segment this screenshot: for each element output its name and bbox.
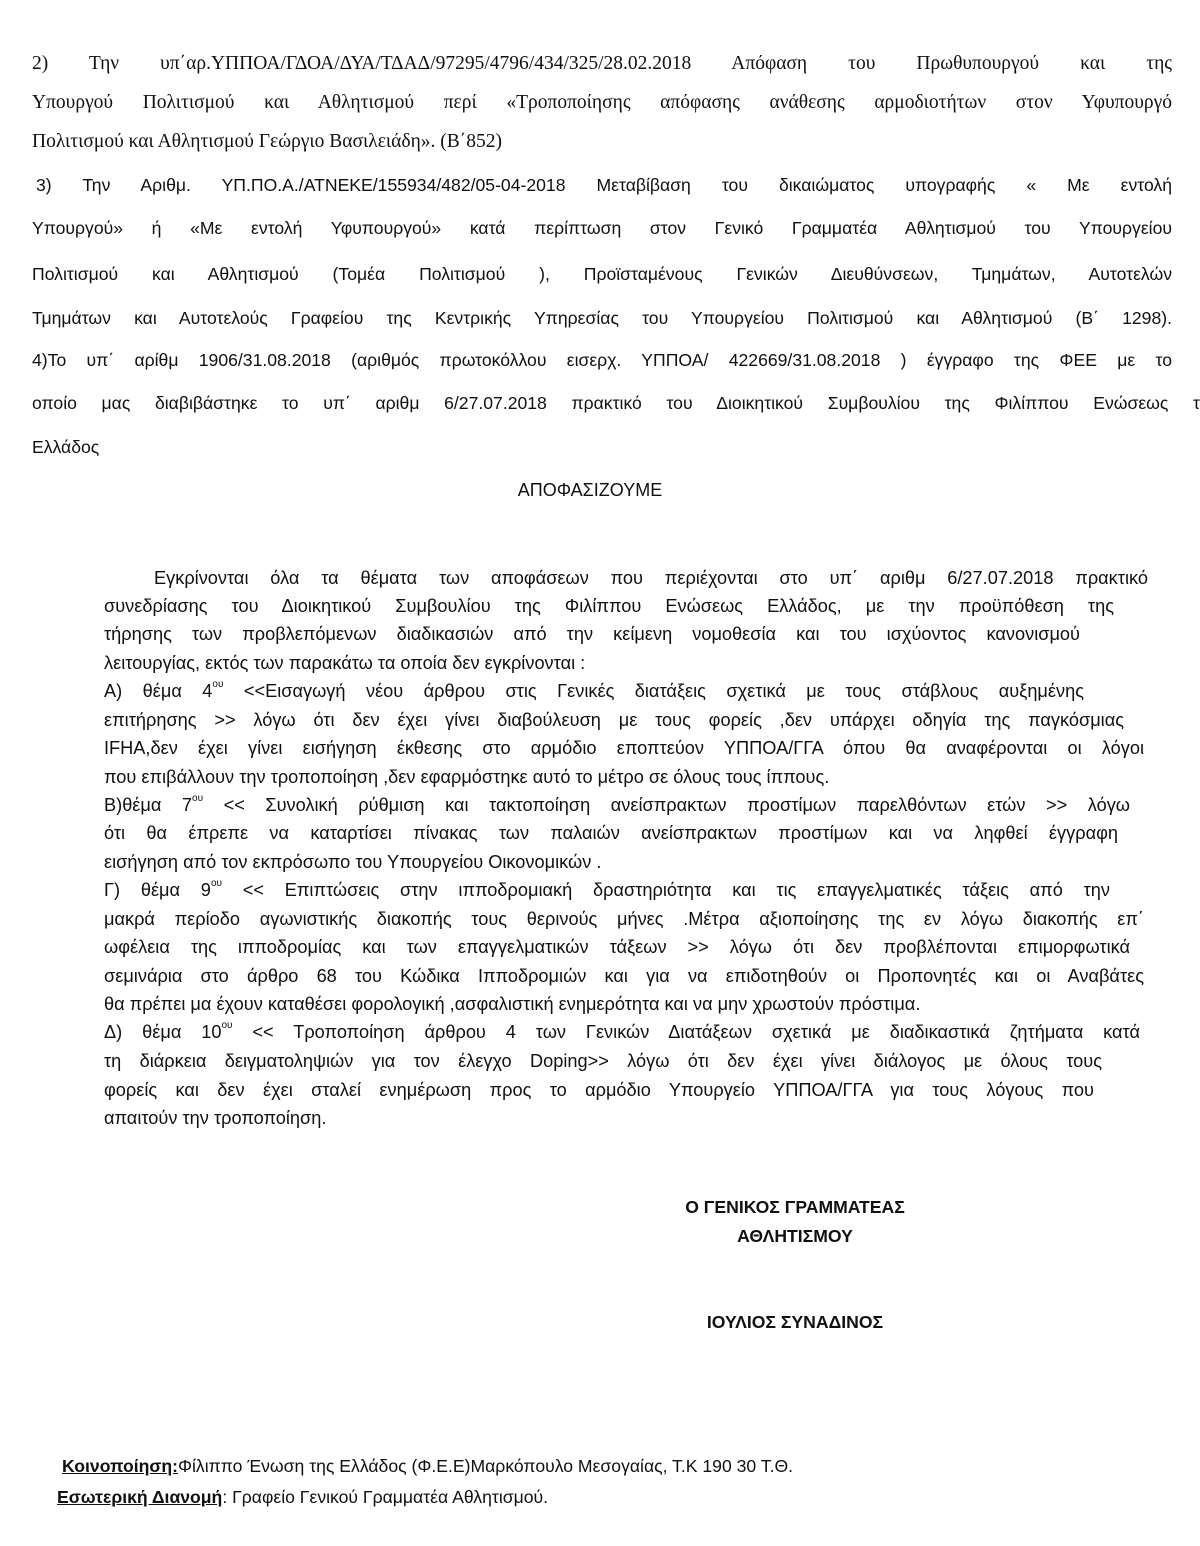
item-a-prefix: Α) θέμα 4 [104,681,213,701]
item-b-sup: ου [192,793,204,804]
internal-line [57,1487,548,1508]
item-b-line2: ότι θα έπρεπε να καταρτίσει πίνακας των παλαιών ανείσπρακτων προστίμων και να ληφθεί έγγραφη [104,823,1118,843]
item-b-line1 [104,795,1130,816]
item-a-rest: <<Εισαγωγή νέου άρθρου στις Γενικές διατάξεις σχετικά με τους στάβλους αυξημένης [223,681,1084,701]
item-c-prefix: Γ) θέμα 9 [104,880,211,900]
signature-title-line1: Ο ΓΕΝΙΚΟΣ ΓΡΑΜΜΑΤΕΑΣ [685,1197,905,1217]
item3-line3: Πολιτισμού και Αθλητισμού (Τομέα Πολιτισμού ), Προϊσταμένους Γενικών Διευθύνσεων, Τμημάτων, Αυτοτελών [32,264,1172,284]
item-c-line1 [104,880,1110,901]
decision-heading: ΑΠΟΦΑΣΙΖΟΥΜΕ [517,480,663,500]
item-d-sup: ου [221,1020,233,1031]
notify-label: Κοινοποίηση: [62,1456,178,1476]
item-a-line1 [104,681,1084,702]
item2-line1: 2) Την υπ΄αρ.ΥΠΠΟΑ/ΓΔΟΑ/ΔΥΑ/ΤΔΑΔ/97295/4796/434/325/28.02.2018 Απόφαση του Πρωθυπουργού και της [32,53,1172,74]
item-d-rest: << Τροποποίηση άρθρου 4 των Γενικών Διατάξεων σχετικά με διαδικαστικά ζητήματα κατά [232,1022,1140,1042]
item-d-line3: φορείς και δεν έχει σταλεί ενημέρωση προς το αρμόδιο Υπουργείο ΥΠΠΟΑ/ΓΓΑ για τους λόγους που [104,1080,1094,1100]
item3-line4: Τμημάτων και Αυτοτελούς Γραφείου της Κεντρικής Υπηρεσίας του Υπουργείου Πολιτισμού και Αθλητισμού (Β΄ 1298). [32,308,1172,328]
decision-intro-line2: συνεδρίασης του Διοικητικού Συμβουλίου της Φιλίππου Ενώσεως Ελλάδος, με την προϋπόθεση της [104,596,1114,616]
item-b-line3: εισήγηση από τον εκπρόσωπο του Υπουργείου Οικονομικών . [104,852,602,872]
item-d-line2: τη διάρκεια δειγματοληψιών για τον έλεγχο Doping>> λόγω ότι δεν έχει γίνει διάλογος με όλους τους [104,1051,1102,1071]
item-c-line5: θα πρέπει μα έχουν καταθέσει φορολογική ,ασφαλιστική ενημερότητα και να μην χρωστούν πρόστιμα. [104,994,921,1014]
item4-line1: 4)Το υπ΄ αρίθμ 1906/31.08.2018 (αριθμός πρωτοκόλλου εισερχ. ΥΠΠΟΑ/ 422669/31.08.2018 ) έγγραφο της ΦΕΕ με το [32,350,1172,370]
item-c-line3: ωφέλεια της ιπποδρομίας και των επαγγελματικών τάξεων >> λόγω ότι δεν προβλέπονται επιμορφωτικά [104,937,1130,957]
item4-line3: Ελλάδος [32,437,100,457]
signature-title-line2: ΑΘΛΗΤΙΣΜΟΥ [737,1226,853,1246]
item2-line3: Πολιτισμού και Αθλητισμού Γεώργιο Βασιλειάδη». (Β΄852) [32,131,502,152]
item-a-line2: επιτήρησης >> λόγω ότι δεν έχει γίνει διαβούλευση με τους φορείς ,δεν υπάρχει οδηγία της παγκόσμιας [104,710,1124,730]
item-a-sup: ου [212,679,224,690]
item2-line2: Υπουργού Πολιτισμού και Αθλητισμού περί «Τροποποίησης απόφασης ανάθεσης αρμοδιοτήτων στον Υφυπουργό [32,92,1172,113]
item-a-line3: IFHA,δεν έχει γίνει εισήγηση έκθεσης στο αρμόδιο εποπτεύον ΥΠΠΟΑ/ΓΓΑ όπου θα αναφέρονται οι λόγοι [104,738,1144,758]
item-d-line1 [104,1022,1140,1043]
item-b-rest: << Συνολική ρύθμιση και τακτοποίηση ανείσπρακτων προστίμων παρελθόντων ετών >> λόγω [203,795,1130,815]
decision-intro-line3: τήρησης των προβλεπόμενων διαδικασιών από την κείμενη νομοθεσία και του ισχύοντος κανονισμού [104,624,1080,644]
item-d-line4: απαιτούν την τροποποίηση. [104,1108,327,1128]
item-c-rest: << Επιπτώσεις στην ιπποδρομιακή δραστηριότητα και τις επαγγελματικές τάξεις από την [221,880,1110,900]
item-c-sup: ου [210,878,222,889]
item3-line2: Υπουργού» ή «Με εντολή Υφυπουργού» κατά περίπτωση στον Γενικό Γραμματέα Αθλητισμού του Υπουργείου [32,218,1172,238]
internal-text: : Γραφείο Γενικού Γραμματέα Αθλητισμού. [222,1487,549,1507]
item4-line2: οποίο μας διαβιβάστηκε το υπ΄ αριθμ 6/27.07.2018 πρακτικό του Διοικητικού Συμβουλίου της Φιλίππου Ενώσεως τ [32,393,1200,413]
item-d-prefix: Δ) θέμα 10 [104,1022,222,1042]
decision-intro-line4: λειτουργίας, εκτός των παρακάτω τα οποία δεν εγκρίνονται : [104,653,586,673]
item-b-prefix: Β)θέμα 7 [104,795,193,815]
notify-text: Φίλιππο Ένωση της Ελλάδος (Φ.Ε.Ε)Μαρκόπουλο Μεσογαίας, Τ.Κ 190 30 Τ.Θ. [177,1456,794,1476]
item3-line1: 3) Την Αριθμ. ΥΠ.ΠΟ.Α./ΑΤΝΕΚΕ/155934/482/05-04-2018 Μεταβίβαση του δικαιώματος υπογραφής « Με εντολή [36,175,1172,195]
notify-line [62,1456,793,1477]
decision-intro-line1: Εγκρίνονται όλα τα θέματα των αποφάσεων που περιέχονται στο υπ΄ αριθμ 6/27.07.2018 πρακτικό [154,568,1148,588]
item-c-line4: σεμινάρια στο άρθρο 68 του Κώδικα Ιπποδρομιών και για να επιδοτηθούν οι Προπονητές και οι Αναβάτες [104,966,1144,986]
item-a-line4: που επιβάλλουν την τροποποίηση ,δεν εφαρμόστηκε αυτό το μέτρο σε όλους τους ίππους. [104,767,830,787]
internal-label: Εσωτερική Διανομή [57,1487,223,1507]
signature-name: ΙΟΥΛΙΟΣ ΣΥΝΑΔΙΝΟΣ [706,1312,884,1332]
item-c-line2: μακρά περίοδο αγωνιστικής διακοπής τους θερινούς μήνες .Μέτρα αξιοποίησης της εν λόγω διακοπής επ΄ [104,909,1144,929]
